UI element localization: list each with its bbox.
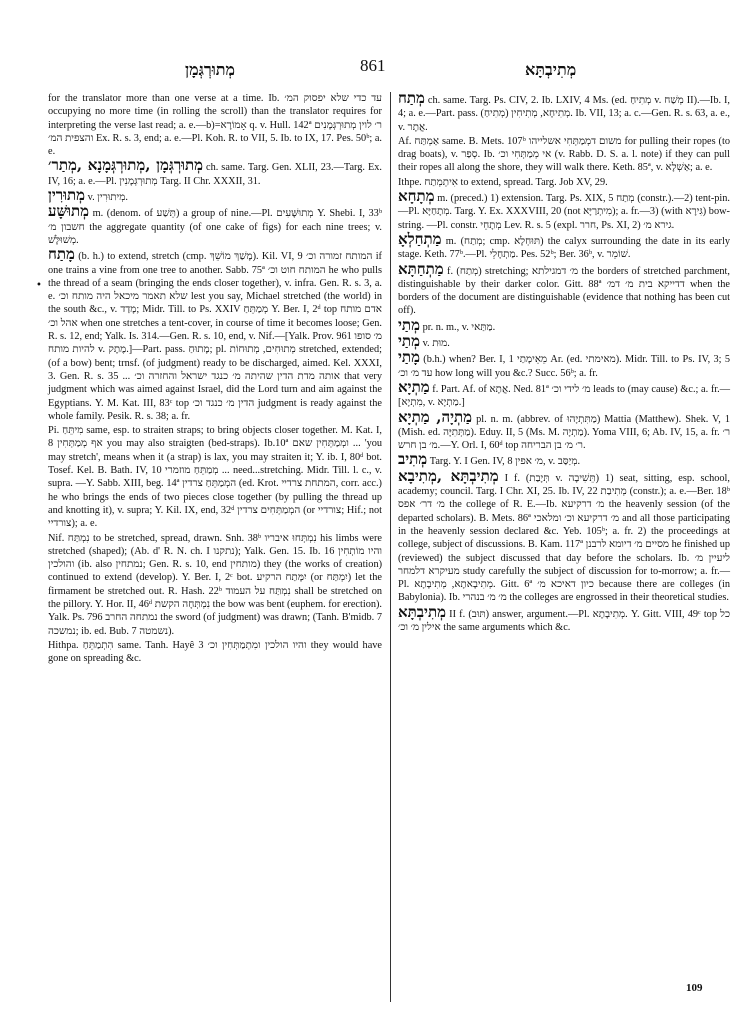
column-divider [390, 92, 391, 1002]
entry-text: I f. (תְּיָבַת v. תֵּשִׁיבָה) 1) seat, sitting, esp. school, academy; council. Targ. I Chr. XI, 25. Ib. IV, 22 מְתִיבַת (constr.); a. e.—Ber. 18ᵇ מ׳ דר׳ אפס the college of R. E.—Ib. מ׳ דרקיעא the heavenly session (of the departed scholars). B. Mets. 86ª מ׳ דרקיעא וכ׳ ומלאכי and all those participating in the heavenly session declared &c. Yeb. 105ᵇ; a. fr. 2) the proceedings at college, subject of discussions. B. Kam. 117ª מסיים מ׳ דיומא לרבנן he finished up (reviewed) the subject discussed that day before the scholars. Ib. ליעיין מ׳ מעיקרא דלמחר study carefully the subject of discussion for to-morrow; a. fr.—Pl. מְתִיבָאתָא, מְתִיבָתָא. Gitt. 6ª כיון דאיכא מ׳ because there are colleges (in Babylonia). Ib. מ׳ מ׳ בנהרי the colleges are engrossed in their theoretical studies. [398, 472, 731, 604]
dictionary-entry [398, 377, 730, 410]
dictionary-entry [398, 466, 731, 605]
entry-text: v. מְיתוּרִין. [87, 192, 128, 204]
entry-text: pr. n. m., v. מַתַּאי. [422, 321, 496, 333]
entry-text: Pi. מִיתֵּחַ same, esp. to straiten straps; to bring objects closer together. M. Kat. I, 8 אף מְמַתְּחִין you may also straigten (bed-straps). Ib.10ª ומְמַתְּחִין שאם ... 'you may stretch', means when it (a strap) is lax, you may straiten it; Y. ib. I, 80ᵈ bot. Tosef. Kel. B. Bath. IV, 10 מְמַתֵּחַ מוזמרי ... need...stretching. Midr. Till. l. c., v. supra. —Y. Sabb. XIII, beg. 14ª המְמַתֵּחַ צרדין (ed. Krot. המתחת צרדיי, corr. acc.) he who brings the ends of two pieces close together (by pulling the thread up and knotting it), v. supra; Y. Kil. IX, end, 32ᵈ המְמַתְּחִים צרדין (or צורדיי; Hif.; not צורדיי); a. e. [48, 425, 383, 530]
page-header [0, 56, 750, 80]
entry-text: Targ. Y. I Gen. IV, 8 מ׳ אפין, v. מְיַסַּב. [429, 456, 581, 468]
dictionary-entry [398, 259, 730, 318]
entry-lemma: מְתוּרִין [48, 186, 86, 205]
entry-lemma: מְתַח [398, 89, 425, 107]
entry-text: Af. אַמְתַּח same. B. Mets. 107ᵇ משום דמְמַתְּחִי אשלייהו for pulling their ropes (to drag boats), v. סְפַר. Ib. אי מְמַתְּחִי וכ׳ (v. Rabb. D. S. a. l. note) if they can pull their ropes all along the shore, they will walk there. Keth. 85ª, v. אַשְׁלָא; a. e. [398, 135, 731, 174]
entry-text: Ithpe. אִיתְמְתַח to extend, spread. Targ. Job XV, 29. [398, 176, 608, 188]
entry-lemma: מְתַי [398, 315, 420, 334]
dictionary-entry [48, 92, 382, 158]
entry-lemma: מָתַי [398, 348, 420, 367]
entry-lemma: מְתוּשָּׁע [48, 202, 89, 221]
entry-text: f. (מְתַח) stretching; מ׳ דמגילתא the borders of stretched parchment, distinguishable by their darker color. Gitt. 88ª דדייקא בית מ׳ דמ׳ when the borders of the document are distinguishable (evidence that nothing has been cut off). [398, 265, 730, 317]
entry-lemma: מַתְחַלְאָ [398, 229, 442, 248]
dictionary-entry [398, 135, 730, 175]
dictionary-entry [398, 89, 731, 134]
dictionary-entry [398, 187, 730, 232]
running-headword-right: מְתִיבְתָּא [525, 60, 577, 79]
dictionary-entry [48, 532, 382, 638]
entry-lemma: מָתַח [48, 245, 75, 264]
dictionary-entry [398, 602, 730, 635]
entry-lemma: מְתָחָא [398, 187, 435, 206]
entry-text: II f. (תּוּב) answer, argument.—Pl. מְתִיבָתָא. Y. Gitt. VIII, 49ᶜ top כל אילין מ׳ וכ׳ the same arguments which &c. [398, 608, 730, 633]
running-headword-left: מְתוּרְגְּמָן [185, 60, 236, 79]
entry-text: m. (preced.) 1) extension. Targ. Ps. XIX, 5 מְתַח (constr.).—2) tent-pin.—Pl. מְתָחַיָּא. Targ. Y. Ex. XXXVIII, 20 (not מִיתְרַיָּא); a. fr.—3) (with גִּירָא) bow-string. —Pl. constr. מְתָחֵי Lev. R. s. 5 (expl. חרר, Ps. XI, 2) גירא מ׳. [398, 193, 730, 231]
dictionary-entry [48, 424, 382, 530]
dictionary-entry [48, 639, 382, 666]
entry-lemma: מַתְיָא [398, 377, 430, 396]
entry-lemma: מְתִיבְתָּא ,מְתִיבָא [398, 466, 499, 485]
entry-text: pl. n. m. (abbrev. of מַתִּתְיָהוּ) Mattia (Matthew). Shek. V, 1 (Mish. ed. מַתְּתִיָּה). Eduy. II, 5 (Ms. M. מַתְיָה). Yoma VIII, 6; Ab. IV, 15, a. fr. ר׳ מ׳ בן חרש.—Y. Orl. I, 60ᵈ top ר׳ מ׳ בן הבריחה. [398, 413, 731, 452]
entry-text: m. (denom. of תֵּשַׁע) a group of nine.—Pl. מְתוּשָּׁעִים Y. Shebi. I, 33ᵇ חשבון מ׳ the aggregate quantity (of one cake of figs) for each nine trees; v. מְשׁוּלָּשׁ. [48, 208, 383, 246]
dictionary-entry [48, 186, 382, 205]
entry-lemma: מְתוּרְגְּמָן ,מְתוּרְגְּמָנָא ,מְתַר׳ [48, 156, 204, 175]
dictionary-entry [48, 202, 383, 247]
right-column [398, 89, 731, 635]
entry-lemma: מַתְיָה, מַתְיָא [398, 407, 473, 426]
entry-text: Nif. נִמְתַּח to be stretched, spread, drawn. Snh. 38ᵇ נִמְתְּחוּ איבריו his limbs were stretched (shaped); (Ab. d' R. N. ch. I נתקנו); Yalk. Gen. 15. Ib. 16 והיו מוֹתְחִין והולכין (ib. also נמתחין; Gen. R. s. 10, end מותחין) they (the works of creation) continued to extend (develop). Y. Ber. I, 2ᶜ bot. יִמָּתַח הרקיע (or יִמְתַּח) let the firmament be stretched out. R. Hash. 22ᵇ נִמְתַּח על העמוד shall be stretched on the pillory. Y. Hor. II, 46ᵈ נִמְתְּחָה הקשת the bow was bent (euphem. for erection). Yalk. Ps. 796 נמתחה החרב the sword (of judgment) was drawn; (Tanh. B'midb. 7 נמשכה; ib. ed. Bub. 7 נשמטה). [48, 532, 383, 637]
dictionary-entry [48, 156, 382, 188]
entry-lemma: מַתְחַתָּא [398, 259, 444, 278]
entry-text: ch. same. Targ. Gen. XLII, 23.—Targ. Ex. IV, 16; a. e.—Pl. מְתוּרְגְּמָנִין Targ. II Chr. XXXII, 31. [48, 162, 382, 187]
entry-lemma: מְתַי [398, 332, 420, 351]
dictionary-entry [398, 229, 730, 262]
entry-text: Hithpa. הִתְמַתֵּחַ same. Tanh. Hayê 3 והיו הולכין ומִתְמַתְּחִין וכ׳ they would have gone on spreading &c. [48, 639, 382, 665]
dictionary-entry [398, 407, 731, 453]
signature-number: 109 [686, 982, 703, 994]
dictionary-entry [398, 176, 730, 189]
page-number: 861 [360, 56, 386, 75]
left-column [48, 92, 382, 666]
dictionary-entry [48, 245, 383, 423]
entry-lemma: מְתִיבְתָּא [398, 602, 446, 621]
entry-text: f. Part. Af. of אֲתָא. Ned. 81ª מ׳ לידי וכ׳ leads to (may cause) &c.; a. fr.—[מִתְיָא, v. מַתְיָא.] [398, 383, 730, 409]
entry-text: m. (מְתַח; cmp. תּוּחְלָא) the calyx surrounding the date in its early stage. Keth. 77ᵇ.—Pl. מַתְחָלֵי. Pes. 52ᵇ; Ber. 36ᵇ, v. שׁוֹמֵר. [398, 235, 730, 261]
entry-text: v. מוּת. [422, 338, 450, 350]
dictionary-entry [398, 315, 730, 334]
margin-bullet: • [36, 280, 42, 291]
entry-text: ch. same. Targ. Ps. CIV, 2. Ib. LXIV, 4 Ms. (ed. מְתִיחַ v. מְשַׁח II).—Ib. I, 4; a. e.—Part. pass. מְתִיחָא, מְתִיחִין (מְתִיחַ). Ib. VII, 13; a. c.—Gen. R. s. 63, a. e., v. אֲתָר. [398, 95, 731, 133]
entry-lemma: מְתִיב [398, 450, 428, 469]
dictionary-entry [398, 332, 730, 351]
entry-text: (b. h.) to extend, stretch (cmp. מָשַׁךְ מוֹשֵׁךְ). Kil. VI, 9 המותח זמורה וכ׳ if one trains a vine from one tree to another. Sabb. 75ª המותח חוט וכ׳ he who pulls the thread of a seam (bringing the ends closer together), v. infra. Gen. R. s. 3, a. e. שלא תאמר מיכאל היה מותח וכ׳ lest you say, Michael stretched (the world) in the south &c., v. מָדַד; Midr. Till. to Ps. XXIV מְמַתֵּחַ Y. Ber. I, 2ᵈ top אדם מותח אהל וכ׳ when one stretches a tent-cover, in course of time it becomes loose; Gen. R. s. 12, end; Yalk. Is. 314.—Gen. R. s. 10, end, v. Nif.—[Yalk. Prov. 961 מ׳ סופו להיות מותח v. מֶתֶק.]—Part. pass. מָתוּחַ; pl. מְתוּחִים, מְתוּחוֹת stretched, extended; (of a bow) bent; trnsf. (of judgment) ready to be discharged, aimed. Kel. XXXI, 3. Gen. R. s. 35 ... אותה מדת הדין שהיתה מ׳ כנגד ישראל והחזרה וכ׳ that very judgment which was aimed against Israel, did the Lord turn and aim against the Egyptians. Y. M. Kat. III, 83ᶜ top הדין מ׳ כנגד וכ׳ judgment is ready against the whole family. Pesik. R. s. 38; a. fr. [48, 251, 383, 422]
entry-text: for the translator more than one verse at a time. Ib. עד כדי שלא יפסוק המ׳ occupying no more time (in rolling the scroll) than the translator requires for interpreting the verse last read; a. e.—b)=אָמוֹרָא q. v. Hull. 142ª ר׳ לוין מְתוּרְגְּמָנִים והצפית המ׳ Ex. R. s. 3, end; a. e.—Pl. Koh. R. to VII, 5. Ib. to IX, 17. Pes. 50ᵇ; a. e. [48, 93, 382, 158]
dictionary-entry [398, 348, 730, 380]
entry-text: (b.h.) when? Ber. I, 1 מֵאֵימָתַי Ar. (ed. מאימתי). Midr. Till. to Ps. IV, 3; 5 עד מ׳ וכ׳ how long will you &c.? Succ. 56ᵇ; a. fr. [398, 354, 730, 379]
